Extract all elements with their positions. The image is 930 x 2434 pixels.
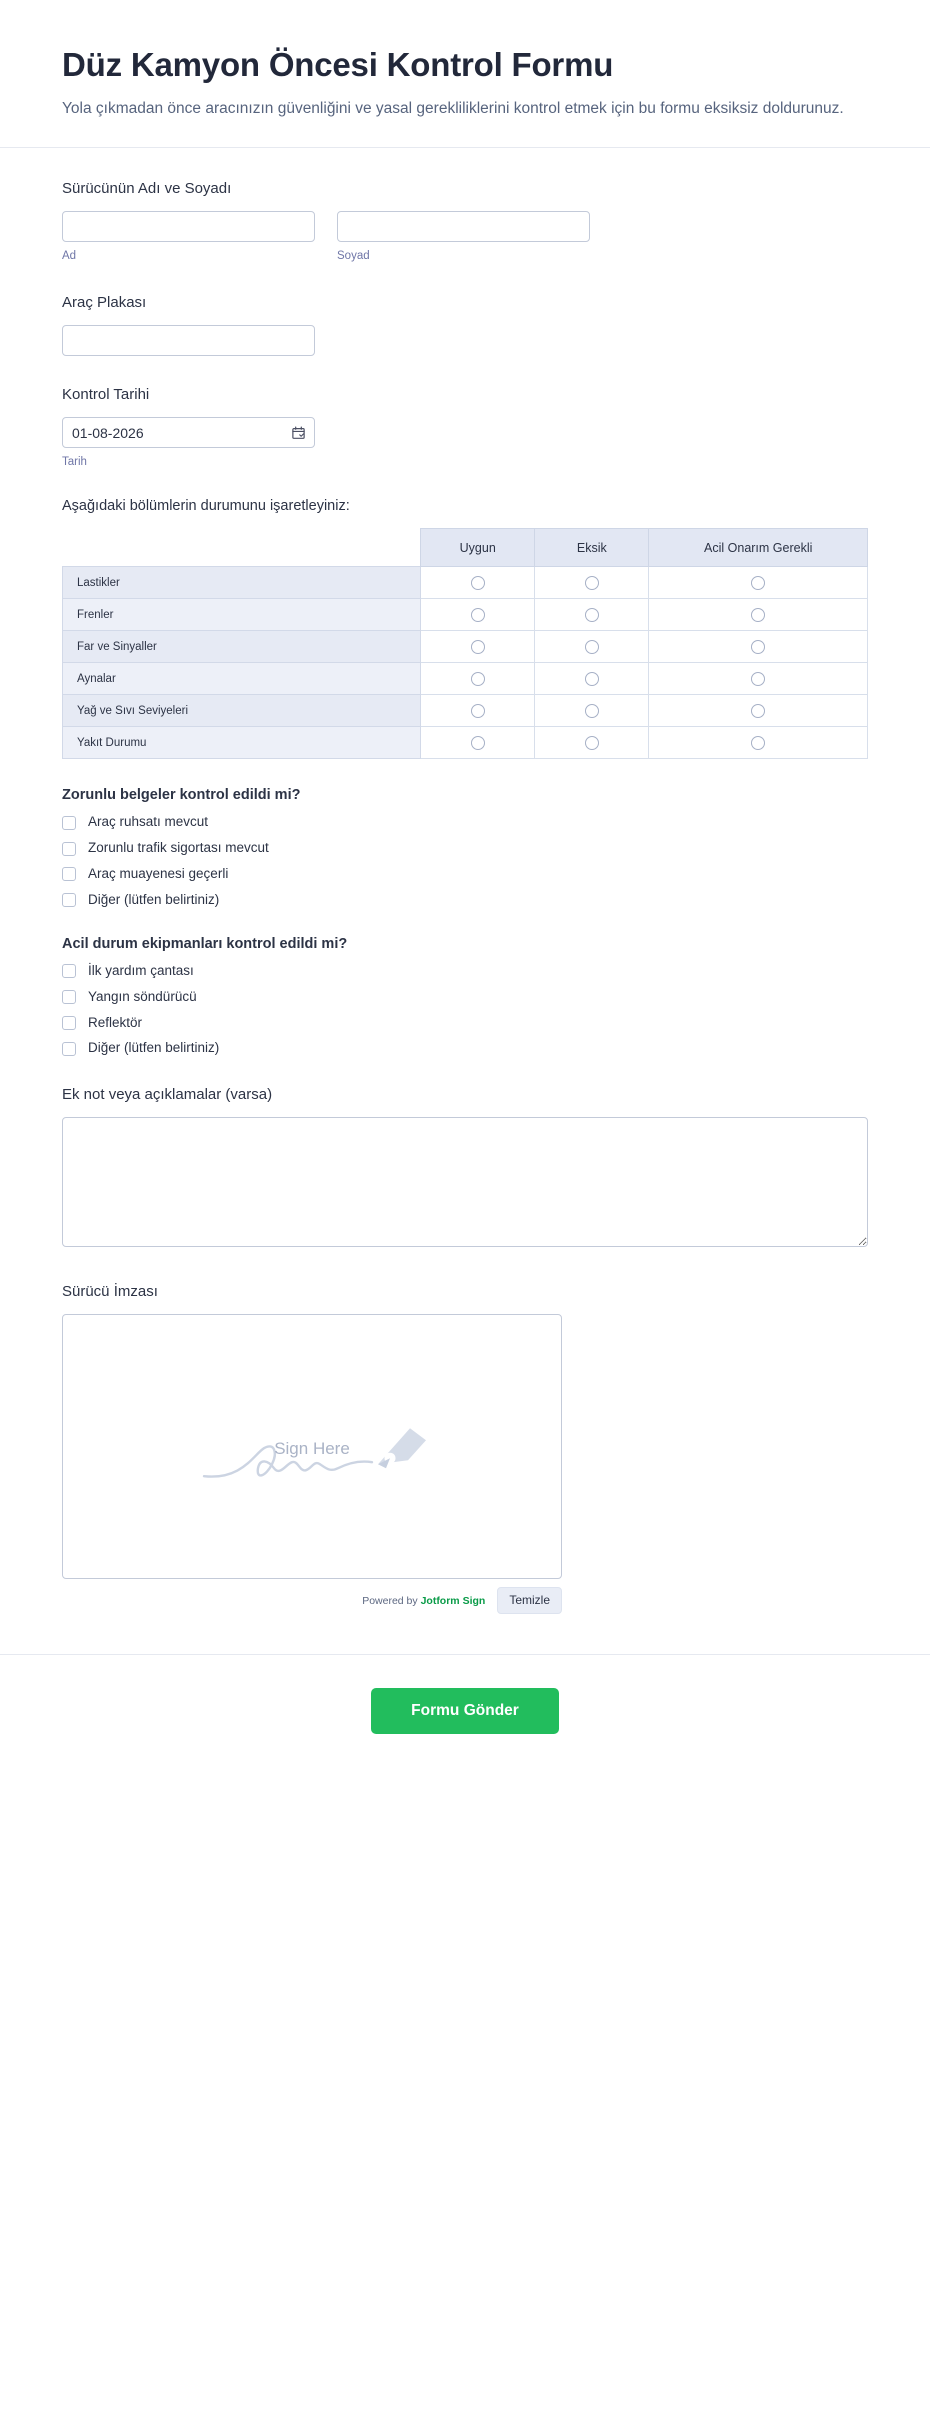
signature-pen-icon — [182, 1418, 442, 1490]
table-row — [63, 663, 868, 695]
matrix-col-header-eksik: Eksik — [535, 529, 649, 567]
form-subtitle: Yola çıkmadan önce aracınızın güvenliğini ve yasal gerekliliklerini kontrol etmek için bu formu eksiksiz doldurunuz. — [62, 100, 844, 118]
table-row — [63, 567, 868, 599]
radio-icon[interactable] — [471, 576, 485, 590]
checkbox-label[interactable]: Reflektör — [88, 1014, 143, 1030]
radio-icon[interactable] — [585, 736, 599, 750]
list-item[interactable] — [62, 988, 868, 1007]
clear-signature-button[interactable]: Temizle — [497, 1587, 562, 1613]
radio-icon[interactable] — [585, 704, 599, 718]
matrix-row-label: Yağ ve Sıvı Seviyeleri — [63, 695, 421, 727]
table-row — [63, 631, 868, 663]
last-name-input[interactable] — [337, 211, 590, 242]
checkbox-label[interactable]: Diğer (lütfen belirtiniz) — [88, 891, 220, 907]
radio-icon[interactable] — [751, 672, 765, 686]
field-date — [62, 384, 868, 470]
plate-input[interactable] — [62, 325, 315, 356]
field-condition-matrix — [62, 498, 868, 759]
matrix-cell-lastikler-uygun[interactable] — [421, 567, 535, 599]
jotform-sign-brand: Jotform Sign — [420, 1594, 486, 1607]
matrix-cell-yag-uygun[interactable] — [421, 695, 535, 727]
matrix-cell-frenler-acil[interactable] — [649, 599, 868, 631]
powered-prefix: Powered by — [362, 1594, 418, 1607]
field-notes — [62, 1084, 868, 1247]
signature-placeholder — [63, 1418, 561, 1490]
checkbox-label[interactable]: Araç ruhsatı mevcut — [88, 814, 209, 830]
field-signature — [62, 1281, 868, 1613]
table-row — [63, 727, 868, 759]
matrix-row-label: Yakıt Durumu — [63, 727, 421, 759]
signature-placeholder-text: Sign Here — [274, 1439, 350, 1459]
checkbox-label[interactable]: Zorunlu trafik sigortası mevcut — [88, 840, 269, 856]
matrix-cell-yag-acil[interactable] — [649, 695, 868, 727]
documents-question: Zorunlu belgeler kontrol edildi mi? — [62, 787, 301, 804]
signature-footer — [62, 1587, 562, 1613]
checkbox-icon[interactable] — [62, 1016, 76, 1030]
matrix-head — [63, 529, 868, 567]
date-input[interactable] — [62, 417, 315, 448]
checkbox-group-emergency — [62, 936, 868, 1059]
date-wrap — [62, 417, 315, 448]
matrix-cell-yakit-uygun[interactable] — [421, 727, 535, 759]
list-item[interactable] — [62, 813, 868, 832]
first-name-sublabel: Ad — [62, 250, 77, 263]
matrix-row-label: Lastikler — [63, 567, 421, 599]
checkbox-icon[interactable] — [62, 1042, 76, 1056]
matrix-cell-frenler-uygun[interactable] — [421, 599, 535, 631]
checkbox-label[interactable]: Diğer (lütfen belirtiniz) — [88, 1040, 220, 1056]
radio-icon[interactable] — [471, 640, 485, 654]
radio-icon[interactable] — [471, 608, 485, 622]
last-name-col — [337, 211, 590, 264]
table-row — [63, 695, 868, 727]
powered-by-label — [362, 1595, 485, 1607]
checkbox-icon[interactable] — [62, 816, 76, 830]
radio-icon[interactable] — [585, 672, 599, 686]
matrix-cell-aynalar-uygun[interactable] — [421, 663, 535, 695]
checkbox-icon[interactable] — [62, 990, 76, 1004]
matrix-row-label: Frenler — [63, 599, 421, 631]
form-footer — [0, 1654, 930, 1780]
matrix-cell-lastikler-eksik[interactable] — [535, 567, 649, 599]
page-title: Düz Kamyon Öncesi Kontrol Formu — [62, 46, 614, 83]
list-item[interactable] — [62, 865, 868, 884]
radio-icon[interactable] — [751, 736, 765, 750]
matrix-cell-lastikler-acil[interactable] — [649, 567, 868, 599]
first-name-col — [62, 211, 315, 264]
matrix-row-label: Far ve Sinyaller — [63, 631, 421, 663]
date-label: Kontrol Tarihi — [62, 386, 150, 404]
matrix-body — [63, 567, 868, 759]
checkbox-icon[interactable] — [62, 867, 76, 881]
notes-label: Ek not veya açıklamalar (varsa) — [62, 1086, 273, 1104]
submit-button[interactable]: Formu Gönder — [371, 1688, 559, 1735]
radio-icon[interactable] — [751, 640, 765, 654]
matrix-cell-yag-eksik[interactable] — [535, 695, 649, 727]
driver-name-label: Sürücünün Adı ve Soyadı — [62, 180, 232, 198]
checkbox-label[interactable]: İlk yardım çantası — [88, 962, 194, 978]
list-item[interactable] — [62, 1039, 868, 1058]
radio-icon[interactable] — [751, 608, 765, 622]
matrix-cell-far-uygun[interactable] — [421, 631, 535, 663]
list-item[interactable] — [62, 1014, 868, 1033]
signature-pad[interactable] — [62, 1314, 562, 1579]
condition-matrix-table — [62, 528, 868, 759]
name-row — [62, 211, 868, 264]
checkbox-label[interactable]: Araç muayenesi geçerli — [88, 866, 229, 882]
checkbox-icon[interactable] — [62, 893, 76, 907]
radio-icon[interactable] — [585, 640, 599, 654]
table-row — [63, 599, 868, 631]
radio-icon[interactable] — [471, 736, 485, 750]
matrix-corner-cell — [63, 529, 421, 567]
calendar-check-icon[interactable] — [291, 425, 306, 440]
matrix-question: Aşağıdaki bölümlerin durumunu işaretleyiniz: — [62, 498, 350, 515]
plate-label: Araç Plakası — [62, 294, 147, 312]
matrix-row-label: Aynalar — [63, 663, 421, 695]
checkbox-group-documents — [62, 787, 868, 910]
field-driver-name — [62, 178, 868, 264]
emergency-question: Acil durum ekipmanları kontrol edildi mi? — [62, 935, 348, 952]
date-sublabel: Tarih — [62, 456, 87, 469]
list-item[interactable] — [62, 839, 868, 858]
radio-icon[interactable] — [751, 576, 765, 590]
form-body — [0, 148, 930, 1613]
matrix-cell-yakit-eksik[interactable] — [535, 727, 649, 759]
matrix-cell-far-acil[interactable] — [649, 631, 868, 663]
list-item[interactable] — [62, 891, 868, 910]
signature-label: Sürücü İmzası — [62, 1283, 158, 1301]
list-item[interactable] — [62, 962, 868, 981]
radio-icon[interactable] — [751, 704, 765, 718]
radio-icon[interactable] — [471, 704, 485, 718]
radio-icon[interactable] — [585, 608, 599, 622]
matrix-col-header-acil: Acil Onarım Gerekli — [649, 529, 868, 567]
last-name-sublabel: Soyad — [337, 250, 370, 263]
matrix-col-header-uygun: Uygun — [421, 529, 535, 567]
first-name-input[interactable] — [62, 211, 315, 242]
matrix-cell-frenler-eksik[interactable] — [535, 599, 649, 631]
radio-icon[interactable] — [585, 576, 599, 590]
matrix-cell-far-eksik[interactable] — [535, 631, 649, 663]
matrix-cell-aynalar-acil[interactable] — [649, 663, 868, 695]
checkbox-icon[interactable] — [62, 964, 76, 978]
matrix-cell-aynalar-eksik[interactable] — [535, 663, 649, 695]
plate-col — [62, 325, 315, 356]
checkbox-icon[interactable] — [62, 842, 76, 856]
form-header — [0, 0, 930, 148]
matrix-header-row — [63, 529, 868, 567]
radio-icon[interactable] — [471, 672, 485, 686]
matrix-cell-yakit-acil[interactable] — [649, 727, 868, 759]
notes-textarea[interactable] — [62, 1117, 868, 1247]
date-col — [62, 417, 315, 470]
field-plate — [62, 292, 868, 356]
checkbox-label[interactable]: Yangın söndürücü — [88, 988, 197, 1004]
